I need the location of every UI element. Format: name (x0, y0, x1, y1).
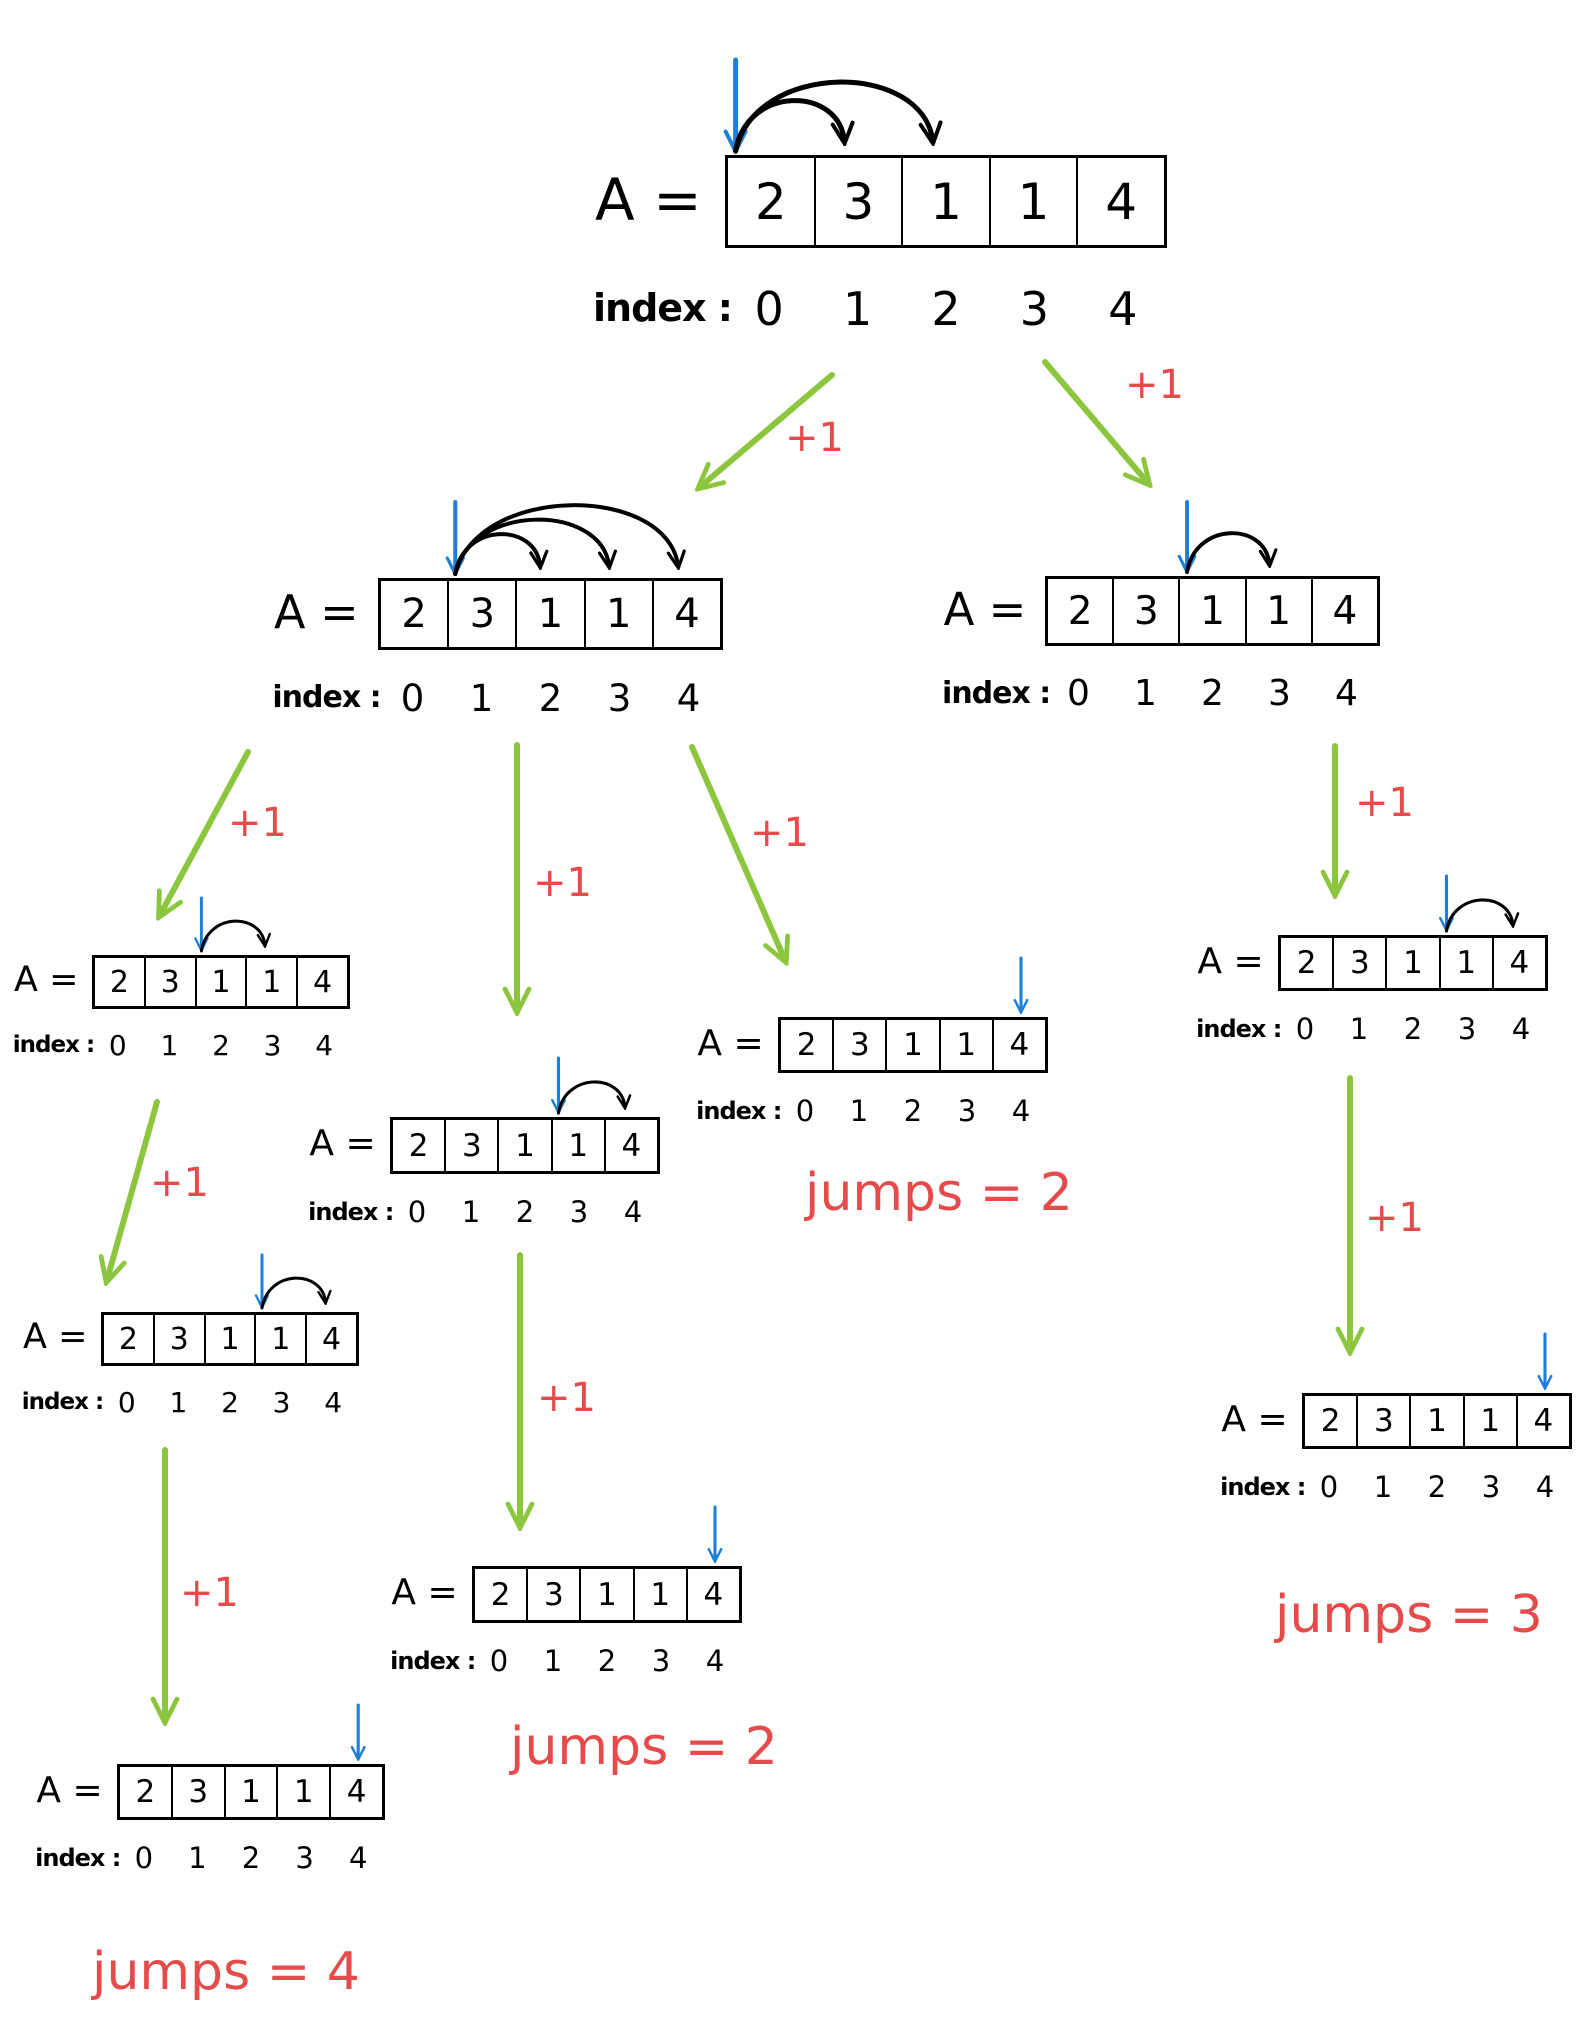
array-cell: 1 (579, 1569, 632, 1620)
edge-label: +1 (1355, 780, 1414, 826)
index-value: 1 (461, 1195, 481, 1230)
index-value: 2 (1403, 1012, 1423, 1047)
index-value: 1 (1134, 672, 1157, 714)
array-cell: 3 (444, 1120, 497, 1171)
array-label: A = (943, 582, 1027, 636)
array-cell: 1 (633, 1569, 686, 1620)
jump-arc (558, 1082, 624, 1113)
jump-arc (1446, 900, 1512, 931)
array-cell: 3 (1332, 938, 1385, 988)
index-value: 4 (623, 1195, 643, 1230)
index-value: 2 (515, 1195, 535, 1230)
array-cell: 1 (195, 958, 246, 1006)
index-label: index : (696, 1096, 782, 1125)
array-cell: 2 (1320, 1403, 1341, 1439)
array-cell: 3 (832, 1020, 885, 1070)
index-value: 0 (1067, 672, 1090, 714)
array-cell: 3 (153, 1315, 204, 1363)
array-cell: 2 (490, 1576, 511, 1613)
array-cell: 3 (171, 1767, 224, 1817)
jumps-result-label: jumps = 3 (1275, 1585, 1543, 1645)
index-label: index : (593, 286, 732, 330)
array-cell: 2 (109, 964, 129, 1000)
array-cell: 1 (245, 958, 296, 1006)
index-value: 4 (1108, 282, 1138, 336)
index-value: 1 (849, 1094, 869, 1129)
index-value: 4 (705, 1644, 725, 1679)
array-cell: 1 (1463, 1396, 1516, 1446)
array-cell: 4 (329, 1767, 382, 1817)
index-label: index : (1220, 1472, 1306, 1501)
index-value: 0 (489, 1644, 509, 1679)
index-value: 3 (957, 1094, 977, 1129)
edge-label: +1 (1365, 1195, 1424, 1241)
array-cell: 1 (204, 1315, 255, 1363)
edge-label: +1 (150, 1160, 209, 1206)
index-value: 1 (169, 1386, 188, 1420)
array-cell: 1 (497, 1120, 550, 1171)
array-cells (1278, 935, 1548, 991)
index-label: index : (21, 1388, 104, 1415)
index-value: 1 (543, 1644, 563, 1679)
array-cells (117, 1764, 385, 1820)
edge-label: +1 (228, 800, 287, 846)
array-cell: 1 (1385, 938, 1438, 988)
array-cell: 4 (604, 1120, 657, 1171)
array-label: A = (391, 1572, 458, 1614)
array-cell: 1 (1439, 938, 1492, 988)
jumps-result-label: jumps = 2 (510, 1717, 778, 1777)
edge-label: +1 (537, 1375, 596, 1421)
array-cells (1302, 1393, 1572, 1449)
array-cell: 3 (1112, 579, 1178, 643)
array-cells (378, 578, 723, 650)
index-value: 4 (1011, 1094, 1031, 1129)
array-cell: 1 (1245, 579, 1311, 643)
array-cell: 4 (1311, 579, 1377, 643)
jumps-result-label: jumps = 4 (92, 1942, 360, 2002)
array-cell: 2 (1296, 945, 1317, 981)
index-value: 2 (931, 282, 961, 336)
index-value: 4 (676, 677, 701, 721)
index-value: 4 (1335, 672, 1358, 714)
array-cell: 1 (1178, 579, 1244, 643)
index-value: 2 (241, 1841, 261, 1876)
index-value: 0 (117, 1386, 136, 1420)
array-cell: 2 (401, 591, 427, 637)
index-value: 2 (212, 1029, 230, 1063)
index-value: 2 (221, 1386, 239, 1420)
array-cell: 1 (224, 1767, 277, 1817)
edge-label: +1 (1125, 362, 1184, 408)
index-value: 1 (1373, 1470, 1393, 1505)
array-cell: 3 (447, 581, 515, 647)
edge-label: +1 (533, 860, 592, 906)
index-value: 3 (1019, 282, 1050, 336)
array-cell: 1 (939, 1020, 992, 1070)
index-value: 0 (1319, 1470, 1339, 1505)
array-cells (92, 955, 350, 1009)
array-label: A = (14, 960, 79, 1001)
index-value: 0 (1295, 1012, 1315, 1047)
index-value: 3 (607, 677, 632, 721)
jumps-result-label: jumps = 2 (805, 1163, 1073, 1223)
index-value: 2 (1427, 1470, 1447, 1505)
array-label: A = (309, 1123, 376, 1165)
array-cells (725, 155, 1167, 248)
array-cell: 4 (1076, 158, 1164, 245)
index-label: index : (308, 1197, 394, 1226)
index-value: 4 (1535, 1470, 1555, 1505)
index-value: 3 (1481, 1470, 1501, 1505)
index-value: 0 (795, 1094, 815, 1129)
array-cell: 1 (1409, 1396, 1462, 1446)
index-label: index : (942, 675, 1051, 711)
index-value: 3 (651, 1644, 671, 1679)
jump-arc (262, 1278, 325, 1308)
array-cell: 4 (1492, 938, 1545, 988)
array-cell: 1 (901, 158, 989, 245)
array-label: A = (1197, 940, 1264, 982)
array-cell: 3 (526, 1569, 579, 1620)
array-cell: 1 (254, 1315, 305, 1363)
array-cells (778, 1017, 1048, 1073)
array-cell: 3 (814, 158, 902, 245)
index-label: index : (35, 1843, 121, 1872)
index-value: 3 (569, 1195, 589, 1230)
array-cell: 1 (515, 581, 583, 647)
array-cell: 3 (144, 958, 195, 1006)
array-cell: 2 (1067, 588, 1093, 634)
array-cell: 2 (796, 1027, 817, 1063)
index-value: 2 (597, 1644, 617, 1679)
index-value: 4 (1511, 1012, 1531, 1047)
array-cells (390, 1117, 660, 1174)
jump-arc (736, 101, 845, 151)
array-cell: 1 (551, 1120, 604, 1171)
array-cell: 4 (686, 1569, 739, 1620)
edge-label: +1 (180, 1570, 239, 1616)
jump-arc (455, 534, 540, 574)
index-value: 3 (263, 1029, 282, 1063)
array-label: A = (36, 1769, 103, 1811)
index-label: index : (12, 1031, 95, 1058)
array-cell: 4 (1516, 1396, 1569, 1446)
array-cell: 4 (652, 581, 720, 647)
index-value: 3 (272, 1386, 291, 1420)
index-value: 3 (1457, 1012, 1477, 1047)
array-cells (101, 1312, 359, 1366)
array-cell: 2 (135, 1774, 156, 1810)
index-label: index : (390, 1646, 476, 1675)
array-cell: 1 (989, 158, 1077, 245)
array-label: A = (23, 1317, 88, 1358)
index-value: 4 (324, 1386, 343, 1420)
index-value: 1 (188, 1841, 207, 1876)
jump-arc (1187, 533, 1269, 572)
index-value: 1 (842, 282, 873, 336)
index-label: index : (1196, 1014, 1282, 1043)
array-cell: 2 (408, 1127, 429, 1164)
index-value: 1 (1349, 1012, 1369, 1047)
array-cell: 1 (885, 1020, 938, 1070)
array-cell: 4 (305, 1315, 356, 1363)
index-value: 0 (407, 1195, 427, 1230)
array-cell: 4 (296, 958, 347, 1006)
array-label: A = (274, 585, 359, 640)
array-cell: 3 (1356, 1396, 1409, 1446)
array-cells (1045, 576, 1380, 646)
index-value: 4 (315, 1029, 334, 1063)
index-value: 2 (1201, 672, 1224, 714)
edge-label: +1 (750, 810, 809, 856)
array-label: A = (697, 1022, 764, 1064)
index-value: 2 (903, 1094, 923, 1129)
index-value: 2 (538, 677, 563, 721)
index-value: 1 (469, 677, 494, 721)
array-cells (472, 1566, 742, 1623)
jump-arc (455, 505, 678, 574)
index-value: 1 (160, 1029, 179, 1063)
array-label: A = (1221, 1398, 1288, 1440)
index-value: 0 (400, 677, 425, 721)
array-cell: 4 (992, 1020, 1045, 1070)
array-cell: 2 (754, 172, 787, 231)
jump-arc (201, 921, 264, 951)
edge-label: +1 (785, 415, 844, 461)
index-value: 0 (134, 1841, 154, 1876)
index-value: 3 (295, 1841, 314, 1876)
index-value: 3 (1268, 672, 1291, 714)
index-value: 0 (108, 1029, 127, 1063)
array-cell: 1 (276, 1767, 329, 1817)
index-label: index : (272, 680, 381, 716)
index-value: 4 (348, 1841, 368, 1876)
array-cell: 1 (584, 581, 652, 647)
array-label: A = (595, 165, 702, 234)
array-cell: 2 (118, 1321, 138, 1357)
index-value: 0 (754, 282, 784, 336)
